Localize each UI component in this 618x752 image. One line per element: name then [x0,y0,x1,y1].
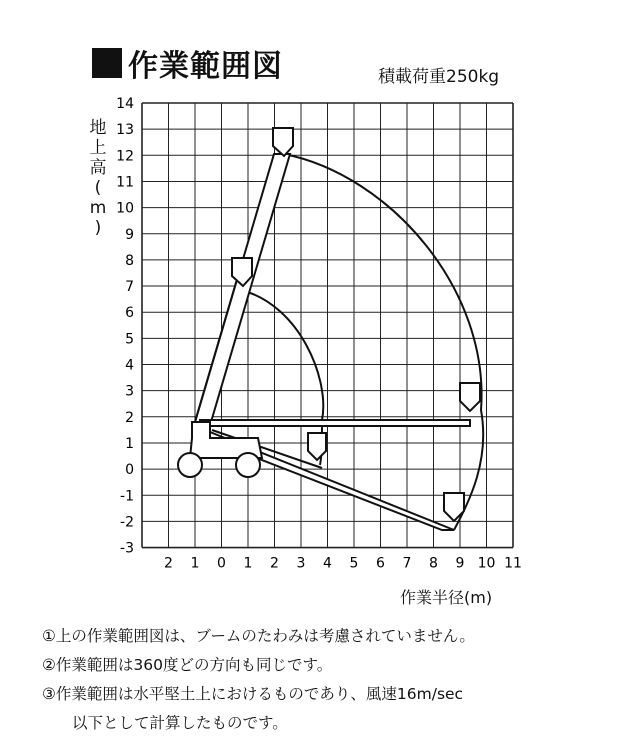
y-tick-label: -1 [120,488,134,505]
note-2: ②作業範囲は360度どの方向も同じです。 [42,656,333,674]
y-tick-label: 9 [125,226,134,243]
x-tick-label: 6 [376,555,385,572]
y-tick-label: -2 [120,514,134,531]
y-tick-label: 10 [116,200,134,217]
y-tick-label: 11 [116,174,134,191]
y-axis-label-char: ( [94,178,102,198]
y-axis-label-char: 地 [89,118,107,138]
x-tick-label: 7 [402,555,412,572]
note-3-cont: 以下として計算したものです。 [72,714,288,732]
y-tick-label: 1 [125,435,134,452]
bucket-icon [308,433,326,460]
y-tick-label: 12 [116,148,134,165]
x-axis-label: 作業半径(m) [400,588,493,607]
boom-horizontal [200,420,470,426]
bucket-icon [273,128,293,156]
x-tick-label: 4 [323,555,332,572]
y-tick-label: 7 [125,279,134,296]
x-tick-label: 10 [477,555,496,572]
y-tick-label: 0 [125,462,134,479]
bucket-icon [460,383,480,411]
y-tick-label: 4 [125,357,134,374]
y-tick-label: 6 [125,305,134,322]
y-axis-label-char: 上 [89,138,107,158]
notes [42,622,475,738]
y-axis-label-char: 高 [89,158,107,178]
x-tick-label: 9 [455,555,465,572]
x-tick-label: 2 [270,555,279,572]
rated-load: 積載荷重250kg [378,67,500,87]
x-tick-label: 0 [217,555,226,572]
y-tick-label: 8 [125,252,134,269]
x-tick-label: 5 [349,555,359,572]
x-tick-label: 8 [429,555,438,572]
y-tick-label: 3 [125,383,134,400]
y-tick-label: 2 [125,409,134,426]
y-tick-label: 14 [116,96,134,112]
y-tick-label: 13 [116,122,134,139]
note-3: ③作業範囲は水平堅土上におけるものであり、風速16m/sec [42,685,464,703]
title-text: 作業範囲図 [128,49,283,84]
x-tick-label: 3 [296,555,306,572]
y-axis-label-char: m [89,198,107,218]
boom-max-height [195,154,290,422]
x-tick-label: 1 [190,555,200,572]
work-envelope [195,154,483,530]
note-1: ①上の作業範囲図は、ブームのたわみは考慮されていません。 [42,627,475,645]
y-tick-label: -3 [120,540,134,557]
y-tick-label: 5 [125,331,134,348]
x-tick-label: 11 [504,555,522,572]
x-tick-label: 2 [164,555,173,572]
y-axis-label-char: ) [94,218,102,238]
x-tick-label: 1 [243,555,253,572]
